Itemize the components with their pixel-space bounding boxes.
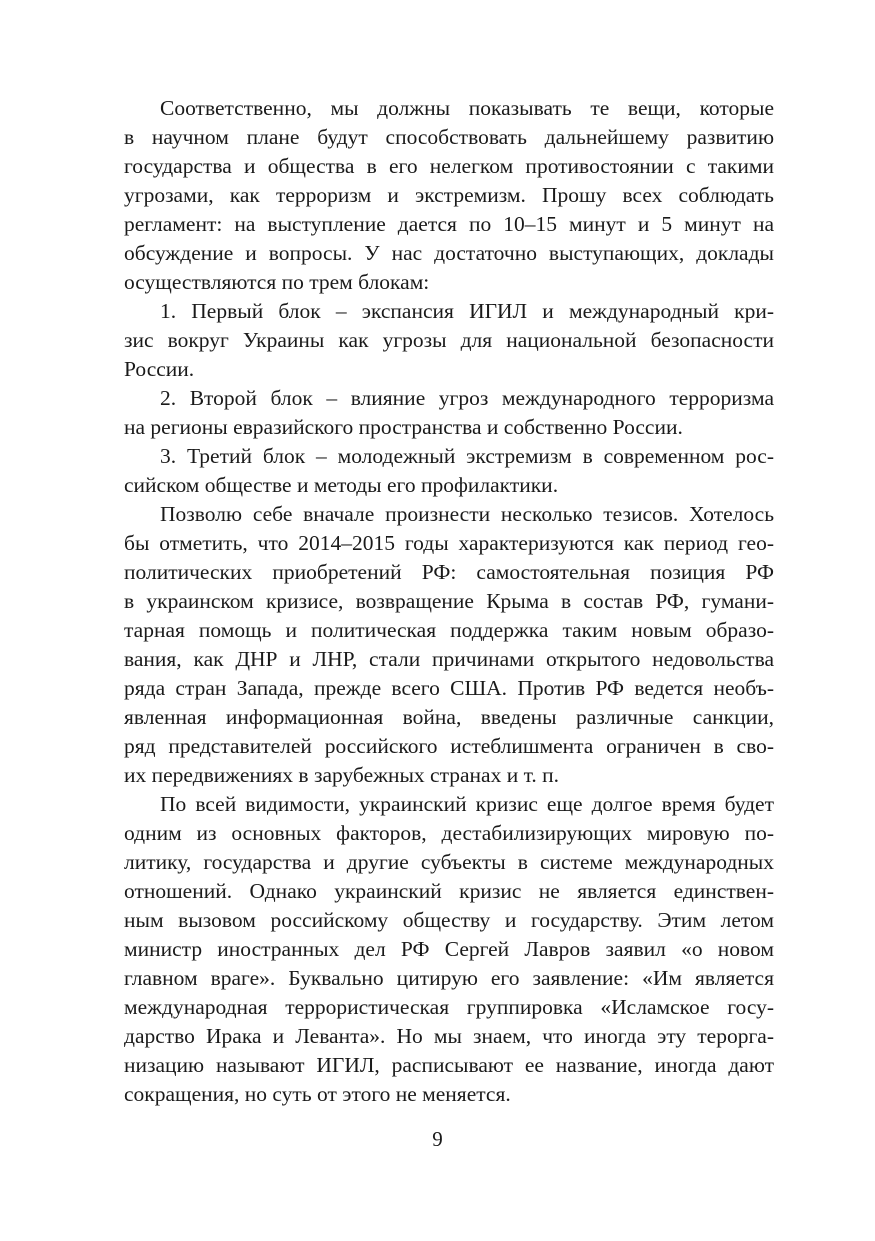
text-line: 2. Второй блок – влияние угроз международного терроризма xyxy=(160,386,774,410)
text-line: дарство Ирака и Леванта». Но мы знаем, что иногда эту терорга- xyxy=(124,1024,774,1048)
text-line: ным вызовом российскому обществу и государству. Этим летом xyxy=(124,908,774,932)
text-line: главном враге». Буквально цитирую его заявление: «Им является xyxy=(124,966,774,990)
paragraph xyxy=(124,500,774,790)
paragraph xyxy=(124,297,774,384)
text-line: международная террористическая группировка «Исламское госу- xyxy=(124,995,774,1019)
text-line: Соответственно, мы должны показывать те вещи, которые xyxy=(160,96,774,120)
text-line: 1. Первый блок – экспансия ИГИЛ и международный кри- xyxy=(160,299,774,323)
paragraph xyxy=(124,442,774,500)
text-line: их передвижениях в зарубежных странах и т. п. xyxy=(124,763,560,787)
text-line: По всей видимости, украинский кризис еще долгое время будет xyxy=(160,792,774,816)
text-line: ряда стран Запада, прежде всего США. Против РФ ведется необъ- xyxy=(124,676,774,700)
text-line: сийском обществе и методы его профилактики. xyxy=(124,473,559,497)
page-number: 9 xyxy=(432,1127,443,1151)
text-line: тарная помощь и политическая поддержка таким новым образо- xyxy=(124,618,774,642)
text-line: вания, как ДНР и ЛНР, стали причинами открытого недовольства xyxy=(124,647,774,671)
text-line: литику, государства и другие субъекты в системе международных xyxy=(124,850,774,874)
text-line: Позволю себе вначале произнести несколько тезисов. Хотелось xyxy=(160,502,774,526)
text-line: 3. Третий блок – молодежный экстремизм в современном рос- xyxy=(160,444,774,468)
text-line: на регионы евразийского пространства и собственно России. xyxy=(124,415,683,439)
text-line: России. xyxy=(124,357,195,381)
text-line: политических приобретений РФ: самостоятельная позиция РФ xyxy=(124,560,774,584)
text-line: зис вокруг Украины как угрозы для национальной безопасности xyxy=(124,328,774,352)
text-line: сокращения, но суть от этого не меняется. xyxy=(124,1082,511,1106)
document-body xyxy=(124,94,774,1109)
text-line: бы отметить, что 2014–2015 годы характеризуются как период гео- xyxy=(124,531,774,555)
text-line: в научном плане будут способствовать дальнейшему развитию xyxy=(124,125,774,149)
text-line: ряд представителей российского истеблишмента ограничен в сво- xyxy=(124,734,774,758)
paragraph xyxy=(124,94,774,297)
paragraph xyxy=(124,384,774,442)
text-line: регламент: на выступление дается по 10–15 минут и 5 минут на xyxy=(124,212,774,236)
text-line: угрозами, как терроризм и экстремизм. Прошу всех соблюдать xyxy=(124,183,774,207)
text-line: в украинском кризисе, возвращение Крыма в состав РФ, гумани- xyxy=(124,589,774,613)
text-line: явленная информационная война, введены различные санкции, xyxy=(124,705,774,729)
text-line: отношений. Однако украинский кризис не является единствен- xyxy=(124,879,774,903)
paragraph xyxy=(124,790,774,1109)
text-line: осуществляются по трем блокам: xyxy=(124,270,430,294)
text-line: одним из основных факторов, дестабилизирующих мировую по- xyxy=(124,821,774,845)
text-line: государства и общества в его нелегком противостоянии с такими xyxy=(124,154,774,178)
text-line: обсуждение и вопросы. У нас достаточно выступающих, доклады xyxy=(124,241,774,265)
text-line: низацию называют ИГИЛ, расписывают ее название, иногда дают xyxy=(124,1053,774,1077)
text-line: министр иностранных дел РФ Сергей Лавров заявил «о новом xyxy=(124,937,774,961)
